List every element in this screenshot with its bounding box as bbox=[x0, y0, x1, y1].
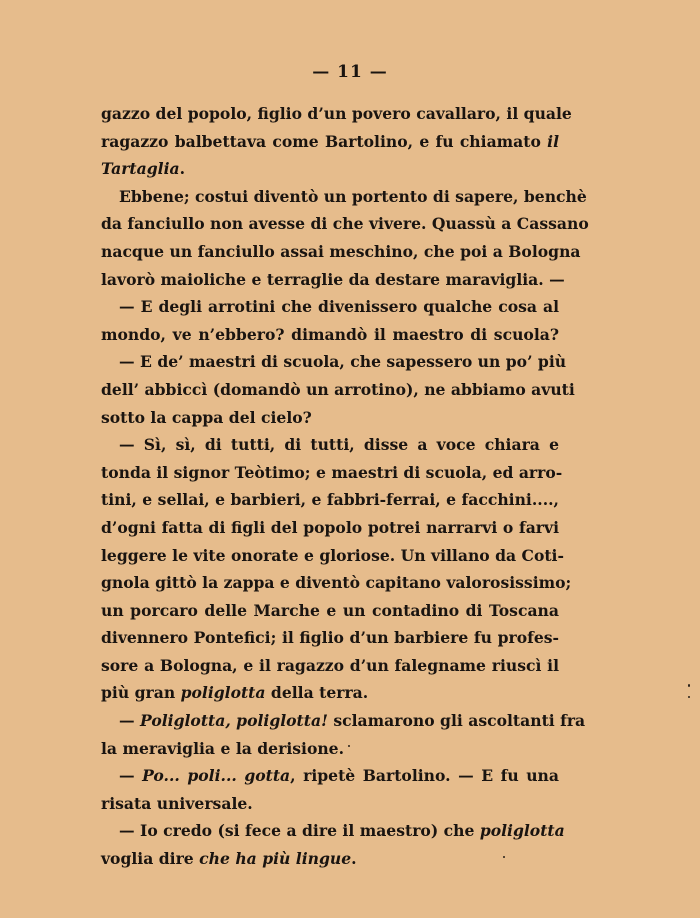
text-line: mondo, ve n’ebbero? dimandò il maestro di scuola? bbox=[101, 324, 559, 344]
print-speck bbox=[688, 684, 690, 687]
text-line: gazzo del popolo, figlio d’un povero cavallaro, il quale bbox=[101, 104, 572, 123]
text-line: la meraviglia e la derisione. bbox=[101, 738, 345, 758]
text-line: d’ogni fatta di figli del popolo potrei narrarvi o farvi bbox=[101, 517, 559, 537]
text-line: Tartaglia. bbox=[101, 159, 186, 179]
print-speck bbox=[503, 856, 505, 858]
text-line: lavorò maioliche e terraglie da destare maraviglia. — bbox=[101, 269, 565, 289]
text-line: nacque un fanciullo assai meschino, che poi a Bologna bbox=[101, 241, 581, 261]
text-line: divennero Pontefici; il figlio d’un barbiere fu profes- bbox=[101, 628, 559, 648]
text-line: tini, e sellai, e barbieri, e fabbri-ferrai, e facchini...., bbox=[101, 490, 559, 510]
text-line: risata universale. bbox=[101, 793, 253, 813]
page-number: — 11 — bbox=[312, 62, 388, 82]
text-line: — Io credo (si fece a dire il maestro) che poliglotta bbox=[119, 821, 565, 841]
text-line: Ebbene; costui diventò un portento di sapere, benchè bbox=[119, 186, 587, 206]
text-line: — Poliglotta, poliglotta! sclamarono gli ascoltanti fra bbox=[119, 711, 586, 731]
text-line: da fanciullo non avesse di che vivere. Quassù a Cassano bbox=[101, 214, 589, 234]
text-line: dell’ abbiccì (domandò un arrotino), ne abbiamo avuti bbox=[101, 379, 575, 399]
body-text bbox=[101, 100, 589, 873]
text-line: voglia dire che ha più lingue. bbox=[101, 849, 357, 869]
text-line: — Sì, sì, di tutti, di tutti, disse a voce chiara e bbox=[119, 435, 559, 455]
text-line: più gran poliglotta della terra. bbox=[101, 683, 369, 703]
text-line: — E degli arrotini che divenissero qualche cosa al bbox=[119, 297, 559, 317]
text-line: tonda il signor Teòtimo; e maestri di scuola, ed arro- bbox=[101, 462, 563, 482]
text-line: sotto la cappa del cielo? bbox=[101, 407, 312, 427]
text-line: — Po... poli... gotta, ripetè Bartolino. — E fu una bbox=[119, 766, 559, 786]
text-line: — E de’ maestri di scuola, che sapessero un po’ più bbox=[119, 352, 567, 372]
text-line: un porcaro delle Marche e un contadino di Toscana bbox=[101, 600, 559, 620]
text-line: sore a Bologna, e il ragazzo d’un falegname riuscì il bbox=[101, 655, 559, 675]
print-speck bbox=[348, 745, 350, 747]
text-line: gnola gittò la zappa e diventò capitano valorosissimo; bbox=[101, 573, 572, 593]
print-speck bbox=[688, 696, 690, 698]
text-line: ragazzo balbettava come Bartolino, e fu chiamato il bbox=[101, 131, 559, 151]
text-line: leggere le vite onorate e gloriose. Un villano da Coti- bbox=[101, 545, 564, 565]
